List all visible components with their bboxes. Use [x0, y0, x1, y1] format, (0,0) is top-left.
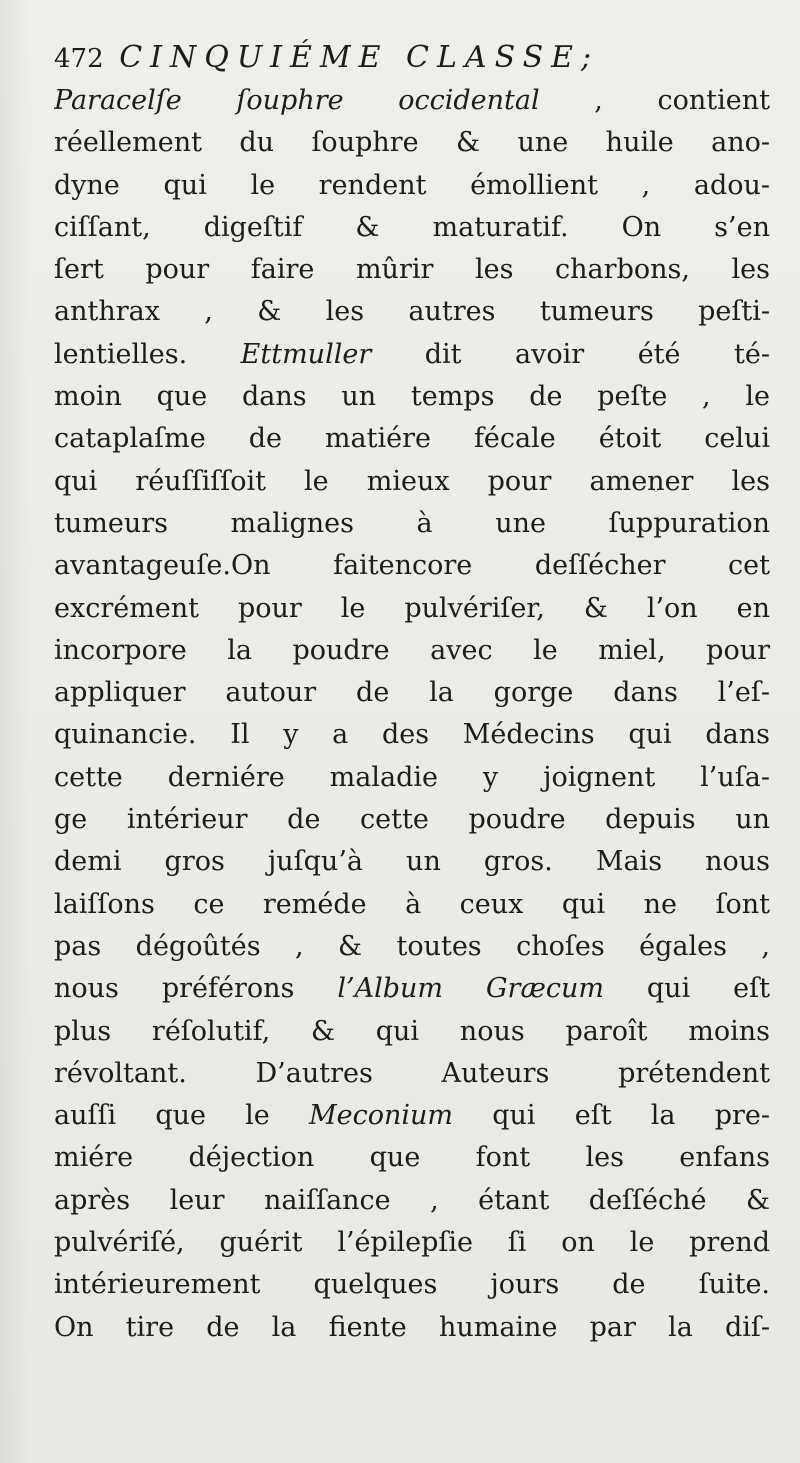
text-line — [54, 926, 770, 968]
text-line — [54, 207, 770, 249]
text-line — [54, 714, 770, 756]
body-text — [54, 80, 770, 1349]
text-span: révoltant. D’autres Auteurs prétendent — [54, 1057, 770, 1089]
text-line — [54, 799, 770, 841]
text-span: avantageuſe.On faitencore deſſécher cet — [54, 550, 770, 582]
text-line — [54, 1137, 770, 1179]
text-line — [54, 1180, 770, 1222]
text-span: , contient — [539, 85, 770, 116]
text-span: quinancie. Il y a des Médecins qui dans — [54, 719, 770, 751]
text-line — [54, 122, 770, 164]
text-line — [54, 1222, 770, 1264]
text-span: qui réuſſiſſoit le mieux pour amener les — [54, 465, 770, 497]
text-span: pas dégoûtés , & toutes choſes égales , — [54, 930, 770, 962]
text-span: réellement du ſouphre & une huile ano- — [54, 127, 770, 159]
text-span: On tire de la fiente humaine par la diſ- — [54, 1311, 770, 1343]
text-line — [54, 461, 770, 503]
text-line — [54, 588, 770, 630]
text-span: intérieurement quelques jours de ſuite. — [54, 1269, 770, 1301]
text-line — [54, 291, 770, 333]
italic-text-span: Paracelſe ſouphre occidental — [54, 85, 540, 116]
text-line — [54, 630, 770, 672]
text-span: anthrax , & les autres tumeurs peſti- — [54, 296, 770, 328]
text-span: ge intérieur de cette poudre depuis un — [54, 804, 770, 836]
text-line — [54, 968, 770, 1010]
running-head-title: CINQUIÉME CLASSE; — [119, 40, 600, 75]
text-line — [54, 376, 770, 418]
text-line — [54, 1053, 770, 1095]
text-block — [54, 36, 770, 1349]
text-line — [54, 1011, 770, 1053]
text-span: dit avoir été té- — [371, 338, 770, 370]
text-line — [54, 1307, 770, 1349]
text-span: auſſi que le — [54, 1100, 309, 1132]
text-line — [54, 165, 770, 207]
text-span: tumeurs malignes à une ſuppuration — [54, 507, 770, 539]
text-line — [54, 80, 770, 122]
text-span: qui eſt la pre- — [453, 1100, 770, 1132]
text-span: pulvériſé, guérit l’épilepſie ſi on le prend — [54, 1227, 770, 1259]
text-span: excrément pour le pulvériſer, & l’on en — [54, 592, 770, 624]
text-span: laiſſons ce reméde à ceux qui ne ſont — [54, 888, 770, 920]
text-line — [54, 672, 770, 714]
text-span: cataplaſme de matiére fécale étoit celui — [54, 423, 770, 455]
text-span: demi gros juſqu’à un gros. Mais nous — [54, 846, 770, 878]
italic-text-span: l’Album Græcum — [337, 973, 604, 1005]
text-span: moin que dans un temps de peſte , le — [54, 381, 770, 413]
text-span: incorpore la poudre avec le miel, pour — [54, 634, 770, 666]
italic-text-span: Meconium — [309, 1100, 454, 1132]
text-span: nous préférons — [54, 973, 338, 1005]
text-line — [54, 418, 770, 460]
text-line — [54, 503, 770, 545]
text-line — [54, 249, 770, 291]
text-span: dyne qui le rendent émollient , adou- — [54, 169, 770, 201]
text-span: ſert pour faire mûrir les charbons, les — [54, 254, 770, 286]
text-line — [54, 757, 770, 799]
text-span: ciſſant, digeſtif & maturatif. On s’en — [54, 211, 770, 243]
text-line — [54, 1095, 770, 1137]
text-span: appliquer autour de la gorge dans l’eſ- — [54, 677, 770, 709]
page-number: 472 — [54, 44, 104, 74]
running-head — [54, 36, 770, 80]
text-span: après leur naiſſance , étant deſſéché & — [54, 1184, 770, 1216]
italic-text-span: Ettmuller — [240, 338, 372, 370]
text-span: cette derniére maladie y joignent l’uſa- — [54, 761, 770, 793]
text-line — [54, 334, 770, 376]
text-line — [54, 884, 770, 926]
text-span: miére déjection que font les enfans — [54, 1142, 770, 1174]
text-line — [54, 1264, 770, 1306]
text-line — [54, 545, 770, 587]
text-span: lentielles. — [54, 338, 241, 370]
text-span: plus réſolutif, & qui nous paroît moins — [54, 1015, 770, 1047]
text-line — [54, 841, 770, 883]
text-span: qui eſt — [603, 973, 770, 1005]
